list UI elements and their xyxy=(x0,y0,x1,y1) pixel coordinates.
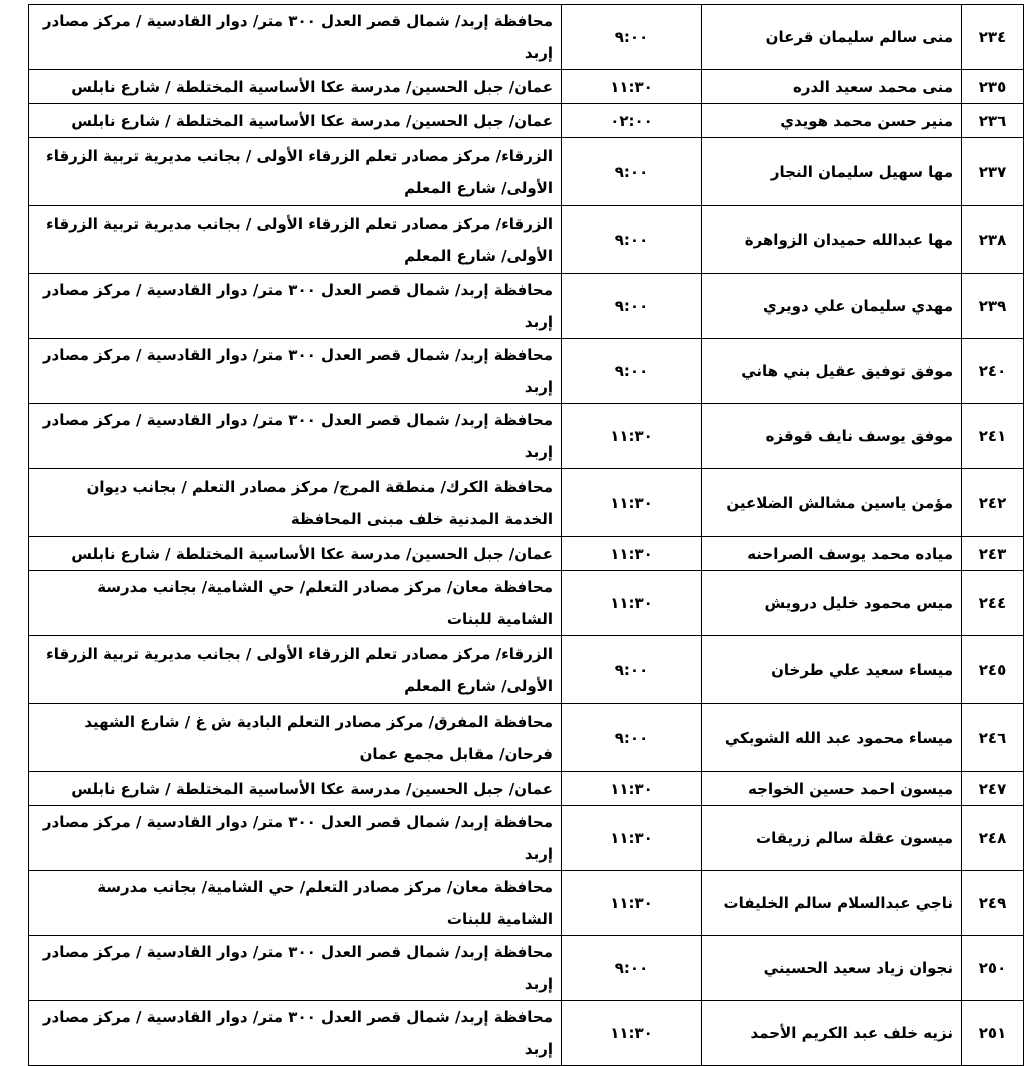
exam-location: محافظة إربد/ شمال قصر العدل ٣٠٠ متر/ دوار القادسية / مركز مصادر إربد xyxy=(29,5,562,70)
table-row xyxy=(29,537,1024,571)
row-number: ٢٤٧ xyxy=(962,772,1024,806)
row-number: ٢٤٩ xyxy=(962,871,1024,936)
exam-location: عمان/ جبل الحسين/ مدرسة عكا الأساسية المختلطة / شارع نابلس xyxy=(29,104,562,138)
table-row xyxy=(29,274,1024,339)
candidate-name: نجوان زياد سعيد الحسيني xyxy=(702,936,962,1001)
exam-time: ٩:٠٠ xyxy=(562,704,702,772)
exam-time: ٩:٠٠ xyxy=(562,339,702,404)
row-number: ٢٣٩ xyxy=(962,274,1024,339)
candidate-name: مها سهيل سليمان النجار xyxy=(702,138,962,206)
exam-location: محافظة إربد/ شمال قصر العدل ٣٠٠ متر/ دوار القادسية / مركز مصادر إربد xyxy=(29,339,562,404)
exam-time: ١١:٣٠ xyxy=(562,404,702,469)
exam-location: محافظة معان/ مركز مصادر التعلم/ حي الشامية/ بجانب مدرسة الشامية للبنات xyxy=(29,871,562,936)
candidate-name: موفق توفيق عقيل بني هاني xyxy=(702,339,962,404)
table-row xyxy=(29,206,1024,274)
exam-location: عمان/ جبل الحسين/ مدرسة عكا الأساسية المختلطة / شارع نابلس xyxy=(29,70,562,104)
table-row xyxy=(29,1001,1024,1066)
exam-time: ١١:٣٠ xyxy=(562,537,702,571)
exam-time: ١١:٣٠ xyxy=(562,469,702,537)
exam-time: ٩:٠٠ xyxy=(562,5,702,70)
exam-time: ١١:٣٠ xyxy=(562,571,702,636)
candidate-name: ميسون احمد حسين الخواجه xyxy=(702,772,962,806)
exam-location: محافظة إربد/ شمال قصر العدل ٣٠٠ متر/ دوار القادسية / مركز مصادر إربد xyxy=(29,806,562,871)
candidate-name: ميسون عقلة سالم زريقات xyxy=(702,806,962,871)
row-number: ٢٤٢ xyxy=(962,469,1024,537)
row-number: ٢٤٣ xyxy=(962,537,1024,571)
table-row xyxy=(29,636,1024,704)
row-number: ٢٥١ xyxy=(962,1001,1024,1066)
exam-location: محافظة إربد/ شمال قصر العدل ٣٠٠ متر/ دوار القادسية / مركز مصادر إربد xyxy=(29,936,562,1001)
row-number: ٢٤٤ xyxy=(962,571,1024,636)
candidate-name: ميس محمود خليل درويش xyxy=(702,571,962,636)
table-row xyxy=(29,104,1024,138)
candidate-name: مهدي سليمان علي دويري xyxy=(702,274,962,339)
row-number: ٢٣٨ xyxy=(962,206,1024,274)
table-row xyxy=(29,772,1024,806)
candidate-name: منى محمد سعيد الدره xyxy=(702,70,962,104)
exam-time: ٠٢:٠٠ xyxy=(562,104,702,138)
row-number: ٢٤٨ xyxy=(962,806,1024,871)
row-number: ٢٣٦ xyxy=(962,104,1024,138)
exam-time: ١١:٣٠ xyxy=(562,871,702,936)
exam-time: ١١:٣٠ xyxy=(562,1001,702,1066)
row-number: ٢٣٧ xyxy=(962,138,1024,206)
exam-location: محافظة معان/ مركز مصادر التعلم/ حي الشامية/ بجانب مدرسة الشامية للبنات xyxy=(29,571,562,636)
exam-location: الزرقاء/ مركز مصادر تعلم الزرقاء الأولى / بجانب مديرية تربية الزرقاء الأولى/ شارع المعلم xyxy=(29,138,562,206)
candidate-name: نزيه خلف عبد الكريم الأحمد xyxy=(702,1001,962,1066)
table-row xyxy=(29,704,1024,772)
table-row xyxy=(29,138,1024,206)
candidate-name: مؤمن ياسين مشالش الضلاعين xyxy=(702,469,962,537)
exam-location: محافظة إربد/ شمال قصر العدل ٣٠٠ متر/ دوار القادسية / مركز مصادر إربد xyxy=(29,404,562,469)
exam-location: عمان/ جبل الحسين/ مدرسة عكا الأساسية المختلطة / شارع نابلس xyxy=(29,537,562,571)
exam-location: محافظة الكرك/ منطقة المرج/ مركز مصادر التعلم / بجانب ديوان الخدمة المدنية خلف مبنى المحافظة xyxy=(29,469,562,537)
candidate-name: منى سالم سليمان قرعان xyxy=(702,5,962,70)
table-row xyxy=(29,339,1024,404)
table-row xyxy=(29,871,1024,936)
candidate-name: منير حسن محمد هويدي xyxy=(702,104,962,138)
table-row xyxy=(29,404,1024,469)
candidate-name: مياده محمد يوسف الصراحنه xyxy=(702,537,962,571)
table-row xyxy=(29,936,1024,1001)
exam-time: ٩:٠٠ xyxy=(562,138,702,206)
exam-time: ٩:٠٠ xyxy=(562,936,702,1001)
row-number: ٢٤١ xyxy=(962,404,1024,469)
row-number: ٢٣٤ xyxy=(962,5,1024,70)
exam-time: ٩:٠٠ xyxy=(562,274,702,339)
exam-location: الزرقاء/ مركز مصادر تعلم الزرقاء الأولى / بجانب مديرية تربية الزرقاء الأولى/ شارع المعلم xyxy=(29,636,562,704)
exam-location: محافظة إربد/ شمال قصر العدل ٣٠٠ متر/ دوار القادسية / مركز مصادر إربد xyxy=(29,1001,562,1066)
table-row xyxy=(29,571,1024,636)
exam-time: ٩:٠٠ xyxy=(562,636,702,704)
candidate-name: ناجي عبدالسلام سالم الخليفات xyxy=(702,871,962,936)
candidate-name: موفق يوسف نايف قوقزه xyxy=(702,404,962,469)
exam-time: ١١:٣٠ xyxy=(562,806,702,871)
row-number: ٢٤٦ xyxy=(962,704,1024,772)
row-number: ٢٤٠ xyxy=(962,339,1024,404)
table-body xyxy=(29,5,1024,1066)
exam-time: ١١:٣٠ xyxy=(562,772,702,806)
candidate-name: ميساء سعيد علي طرخان xyxy=(702,636,962,704)
candidate-name: ميساء محمود عبد الله الشوبكي xyxy=(702,704,962,772)
table-row xyxy=(29,5,1024,70)
exam-schedule-table xyxy=(28,4,1024,1066)
exam-location: محافظة إربد/ شمال قصر العدل ٣٠٠ متر/ دوار القادسية / مركز مصادر إربد xyxy=(29,274,562,339)
row-number: ٢٣٥ xyxy=(962,70,1024,104)
table-row xyxy=(29,806,1024,871)
exam-time: ١١:٣٠ xyxy=(562,70,702,104)
exam-location: محافظة المفرق/ مركز مصادر التعلم البادية ش غ / شارع الشهيد فرحان/ مقابل مجمع عمان xyxy=(29,704,562,772)
document-page xyxy=(28,4,1023,1066)
table-row xyxy=(29,70,1024,104)
exam-location: عمان/ جبل الحسين/ مدرسة عكا الأساسية المختلطة / شارع نابلس xyxy=(29,772,562,806)
row-number: ٢٤٥ xyxy=(962,636,1024,704)
row-number: ٢٥٠ xyxy=(962,936,1024,1001)
table-row xyxy=(29,469,1024,537)
exam-time: ٩:٠٠ xyxy=(562,206,702,274)
candidate-name: مها عبدالله حميدان الزواهرة xyxy=(702,206,962,274)
exam-location: الزرقاء/ مركز مصادر تعلم الزرقاء الأولى / بجانب مديرية تربية الزرقاء الأولى/ شارع المعلم xyxy=(29,206,562,274)
